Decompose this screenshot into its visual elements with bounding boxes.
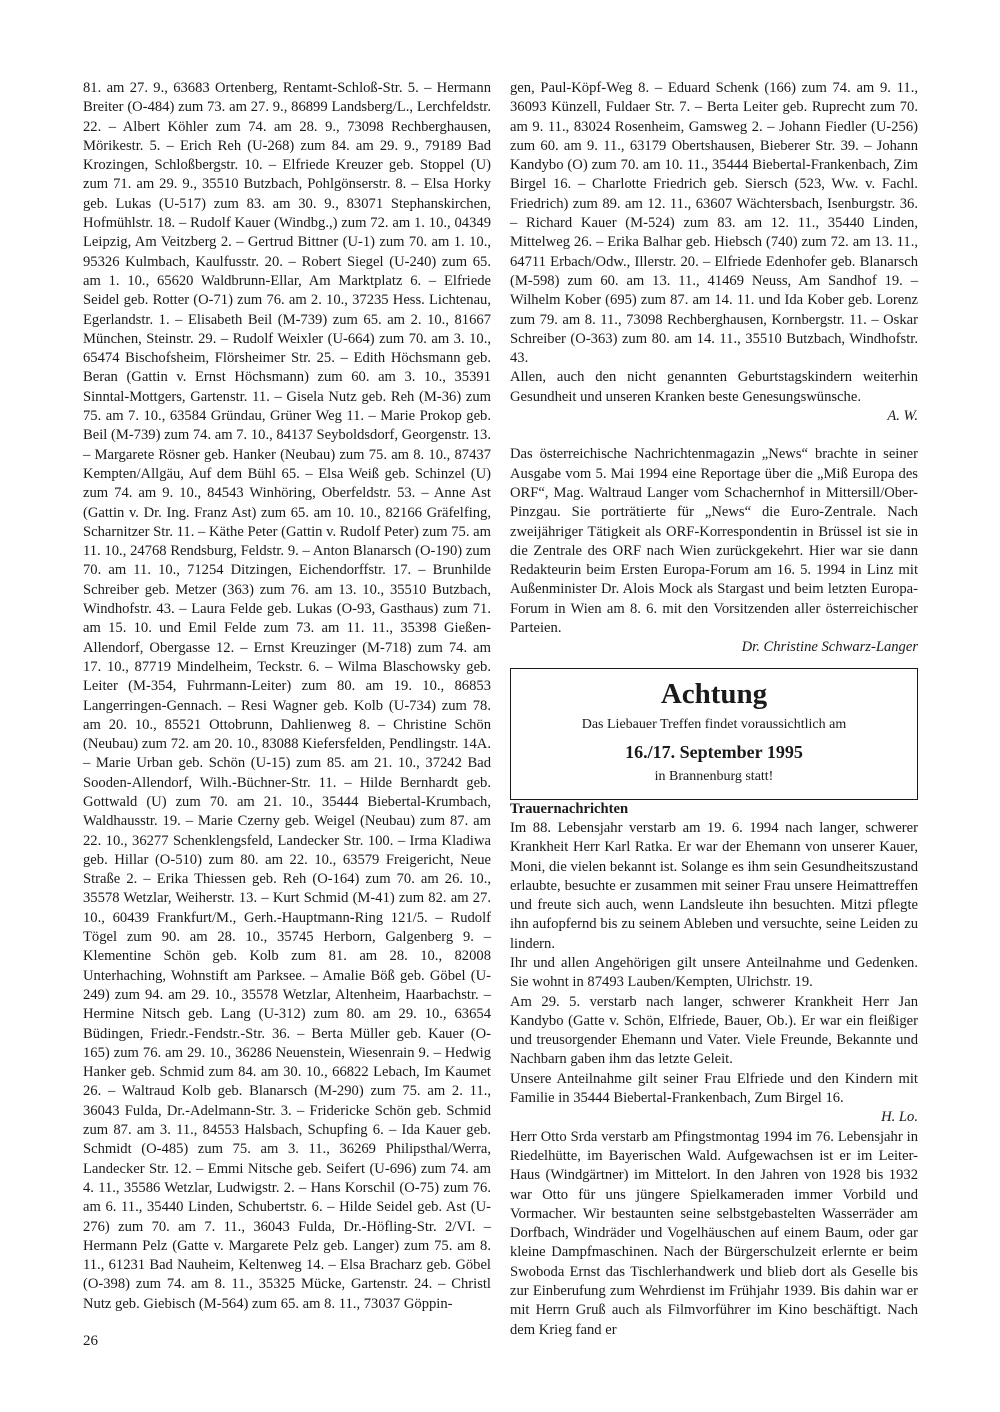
closing-signature: A. W. [887, 408, 918, 425]
notice-box [510, 668, 918, 800]
page-number: 26 [83, 1333, 98, 1349]
spacer [510, 426, 918, 445]
obituary-kandybo-condolence: Unsere Anteilnahme gilt seiner Frau Elfriede und den Kindern mit Familie in 35444 Biebertal-Frankenbach, Zum Birgel 16. [510, 1070, 918, 1107]
notice-title: Achtung [660, 677, 768, 710]
obituary-ratka: Im 88. Lebensjahr verstarb am 19. 6. 1994 nach langer, schwerer Krankheit Herr Karl Ratka. Er war der Ehemann von unserer Kauer, Moni, die vielen bekannt ist. Solange es ihm sein Gesundheitszustand erlaubte, besuchte er zusammen mit seiner Frau unsere Heimattreffen und freute sich auch, wenn Landsleute ihn besuchten. Mitzi pflegte ihn aufopfernd bis zu seinem Ableben und versuchte, seine Leiden zu lindern. [510, 819, 918, 952]
news-signature: Dr. Christine Schwarz-Langer [741, 639, 918, 656]
notice-line-1: Das Liebauer Treffen findet voraussichtlich am [581, 716, 847, 732]
birthday-list-continuation: gen, Paul-Köpf-Weg 8. – Eduard Schenk (166) zum 74. am 9. 11., 36093 Künzell, Fuldaer Str. 7. – Berta Leiter geb. Ruprecht zum 70. am 9. 11., 83024 Rosenheim, Gamsweg 2. – Johann Fiedler (U-256) zum 60. am 9. 11., 63179 Obertshausen, Bieberer Str. 39. – Johann Kandybo (O) zum 70. am 10. 11., 35444 Biebertal-Frankenbach, Zim Birgel 16. – Charlotte Friedrich geb. Siersch (523, Ww. v. Fachl. Friedrich) zum 89. am 12. 11., 63607 Wächtersbach, Isenburgstr. 36. – Richard Kauer (M-524) zum 83. am 12. 11., 35440 Linden, Mittelweg 26. – Erika Balhar geb. Hiebsch (740) zum 72. am 13. 11., 64711 Erbach/Odw., Illerstr. 20. – Elfriede Edenhofer geb. Blanarsch (M-598) zum 60. am 13. 11., 41469 Neuss, Am Sandhof 19. – Wilhelm Kober (695) zum 87. am 14. 11. und Ida Kober geb. Lorenz zum 79. am 8. 11., 73098 Rechberghausen, Kornbergstr. 11. – Oskar Schreiber (O-363) zum 80. am 14. 11., 35510 Butzbach, Windhofstr. 43. [510, 80, 918, 367]
notice-date: 16./17. September 1995 [625, 741, 803, 762]
obituary-ratka-condolence: Ihr und allen Angehörigen gilt unsere Anteilnahme und Gedenken. Sie wohnt in 87493 Lauben/Kempten, Ulrichstr. 19. [510, 954, 918, 991]
obituary-kandybo-signature: H. Lo. [881, 1109, 918, 1126]
left-column [83, 79, 491, 1314]
right-column [510, 79, 918, 1340]
notice-line-2: in Brannenburg statt! [654, 768, 774, 784]
obituary-kandybo: Am 29. 5. verstarb nach langer, schwerer Krankheit Herr Jan Kandybo (Gatte v. Schön, Elfriede, Bauer, Ob.). Er war ein fleißiger und treusorgender Ehemann und Vater. Viele Freunde, Bekannte und Nachbarn gaben ihm das letzte Geleit. [510, 993, 918, 1068]
closing-wish: Allen, auch den nicht genannten Geburtstagskindern weiterhin Gesundheit und unseren Kranken beste Genesungswünsche. [510, 369, 918, 405]
obituaries-heading: Trauernachrichten [510, 800, 629, 817]
obituary-srda: Herr Otto Srda verstarb am Pfingstmontag 1994 im 76. Lebensjahr in Riedelhütte, im Bayerischen Wald. Aufgewachsen ist er im Leiter-Haus (Windgärtner) im Mittelort. In den Jahren von 1928 bis 1932 war Otto für uns jüngere Spielkameraden immer Vorbild und Vormacher. Wir bestaunten seine selbstgebastelten Wasserräder am Dorfbach, Windräder und Vogelhäuschen auf einem Baum, oder gar kleine Dampfmaschinen. Nach der Bürgerschulzeit erlernte er beim Swoboda Ernst das Tischlerhandwerk und blieb dort als Geselle bis zur Einberufung zum Wehrdienst im Frühjahr 1939. Bis dahin war er mit Herrn Gruß auch als Filmvorführer im Kino beschäftigt. Nach dem Krieg fand er [510, 1128, 918, 1338]
birthday-list: 81. am 27. 9., 63683 Ortenberg, Rentamt-Schloß-Str. 5. – Hermann Breiter (O-484) zum 73. am 27. 9., 86899 Landsberg/L., Lerchfeldstr. 22. – Albert Köhler zum 74. am 28. 9., 73098 Rechberghausen, Mörikestr. 5. – Erich Reh (U-268) zum 84. am 29. 9., 79189 Bad Krozingen, Schloßbergstr. 10. – Elfriede Kreuzer geb. Stoppel (U) zum 71. am 29. 9., 35510 Butzbach, Pohlgönserstr. 8. – Elsa Horky geb. Lukas (U-517) zum 83. am 30. 9., 83071 Stephanskirchen, Hofmühlstr. 18. – Rudolf Kauer (Windbg.,) zum 72. am 1. 10., 04349 Leipzig, Am Veitzberg 2. – Gertrud Bittner (U-1) zum 70. am 1. 10., 95326 Kulmbach, Kaulfusstr. 20. – Robert Siegel (U-240) zum 65. am 1. 10., 65620 Waldbrunn-Ellar, Am Marktplatz 6. – Elfriede Seidel geb. Rotter (O-71) zum 76. am 2. 10., 37235 Hess. Lichtenau, Egerlandstr. 1. – Elisabeth Beil (M-739) zum 65. am 2. 10., 81667 München, Steinstr. 29. – Rudolf Weixler (U-664) zum 70. am 3. 10., 65474 Bischofsheim, Flörsheimer Str. 25. – Edith Höchsmann geb. Beran (Gattin v. Ernst Höchsmann) zum 60. am 3. 10., 35391 Sinntal-Mottgers, Gartenstr. 11. – Gisela Nutz geb. Reh (M-36) zum 75. am 7. 10., 63584 Gründau, Grüner Weg 11. – Marie Prokop geb. Beil (M-739) zum 74. am 7. 10., 84137 Seyboldsdorf, Georgenstr. 13. – Margarete Rösner geb. Hanker (Neubau) zum 75. am 8. 10., 87437 Kempten/Allgäu, Auf dem Bühl 65. – Elsa Weiß geb. Schinzel (U) zum 74. am 9. 10., 84543 Winhöring, Oberfeldstr. 53. – Anne Ast (Gattin v. Dr. Ing. Franz Ast) zum 65. am 10. 10., 82166 Gräfelfing, Scharnitzer Str. 11. – Käthe Peter (Gattin v. Rudolf Peter) zum 75. am 11. 10., 24768 Rendsburg, Feldstr. 9. – Anton Blanarsch (O-190) zum 70. am 11. 10., 71254 Ditzingen, Eichendorffstr. 17. – Brunhilde Schreiber geb. Metzer (363) zum 76. am 13. 10., 35510 Butzbach, Windhofstr. 43. – Laura Felde geb. Lukas (O-93, Gasthaus) zum 71. am 15. 10. und Emil Felde zum 73. am 11. 11., 35398 Gießen-Allendorf, Obergasse 12. – Ernst Kreuzinger (M-718) zum 74. am 17. 10., 87719 Mindelheim, Teckstr. 6. – Wilma Blaschowsky geb. Leiter (M-354, Fuhrmann-Leiter) zum 80. am 19. 10., 86853 Langerringen-Gennach. – Resi Wagner geb. Kolb (U-734) zum 78. am 20. 10., 85521 Ottobrunn, Dahlienweg 8. – Christine Schön (Neubau) zum 72. am 20. 10., 83088 Kiefersfelden, Pendlingstr. 14A. – Marie Urban geb. Schön (U-15) zum 85. am 21. 10., 37242 Bad Sooden-Allendorf, Wilh.-Büchner-Str. 11. – Hilde Bernhardt geb. Gottwald (U) zum 70. am 21. 10., 35444 Biebertal-Krumbach, Waldhausstr. 19. – Marie Czerny geb. Weigel (Neubau) zum 87. am 22. 10., 36277 Schenklengsfeld, Landecker Str. 100. – Irma Kladiwa geb. Hillar (O-510) zum 80. am 22. 10., 63579 Freigericht, Neue Straße 2. – Erika Thiessen geb. Reh (O-164) zum 70. am 26. 10., 35578 Wetzlar, Weiherstr. 13. – Kurt Schmid (M-41) zum 82. am 27. 10., 60439 Frankfurt/M., Gerh.-Hauptmann-Ring 121/5. – Rudolf Tögel zum 90. am 28. 10., 35745 Herborn, Galgenberg 9. – Klementine Schön geb. Kolb zum 81. am 28. 10., 82008 Unterhaching, Wohnstift am Parksee. – Amalie Böß geb. Göbel (U-249) zum 94. am 29. 10., 35578 Wetzlar, Altenheim, Haarbachstr. – Hermine Nitsch geb. Lang (U-312) zum 80. am 29. 10., 63654 Büdingen, Friedr.-Fendstr.-Str. 36. – Berta Müller geb. Kauer (O-165) zum 76. am 29. 10., 36286 Neuenstein, Wiesenrain 9. – Hedwig Hanker geb. Schmid zum 84. am 30. 10., 66822 Lebach, Im Kaumet 26. – Waltraud Kolb geb. Blanarsch (M-290) zum 75. am 2. 11., 36043 Fulda, Dr.-Adelmann-Str. 3. – Fridericke Schön geb. Schmid zum 87. am 3. 11., 84553 Halsbach, Schupfing 6. – Ida Kauer geb. Schmidt (O-485) zum 75. am 3. 11., 36269 Philipsthal/Werra, Landecker Str. 12. – Emmi Nitsche geb. Seifert (U-696) zum 74. am 4. 11., 35586 Wetzlar, Ludwigstr. 2. – Hans Korschil (O-75) zum 76. am 6. 11., 35440 Linden, Schubertstr. 6. – Hilde Seidel geb. Ast (U-276) zum 70. am 7. 11., 36043 Fulda, Dr.-Höfling-Str. 2/VI. – Hermann Pelz (Gatte v. Margarete Pelz geb. Langer) zum 75. am 8. 11., 61231 Bad Nauheim, Keltenweg 14. – Elsa Bracharz geb. Göbel (O-398) zum 74. am 8. 11., 35325 Mücke, Gartenstr. 24. – Christl Nutz geb. Giebisch (M-564) zum 65. am 8. 11., 73037 Göppin- [83, 80, 491, 1312]
news-article: Das österreichische Nachrichtenmagazin „News“ brachte in seiner Ausgabe vom 5. Mai 1994 eine Reportage über die „Miß Europa des ORF“, Mag. Waltraud Langer vom Schachernhof in Mittersill/Ober-Pinzgau. Sie porträtierte für „News“ die Euro-Zentrale. Nach zweijähriger Tätigkeit als ORF-Korrespondentin in Brüssel ist sie in die Zentrale des ORF nach Wien zurückgekehrt. Hier war sie dann Redakteurin beim Ersten Europa-Forum am 16. 5. 1994 in Linz mit Außenminister Dr. Alois Mock als Stargast und beim letzten Europa-Forum in Wien am 8. 6. mit den Vorsitzenden aller österreichischer Parteien. [510, 446, 918, 637]
